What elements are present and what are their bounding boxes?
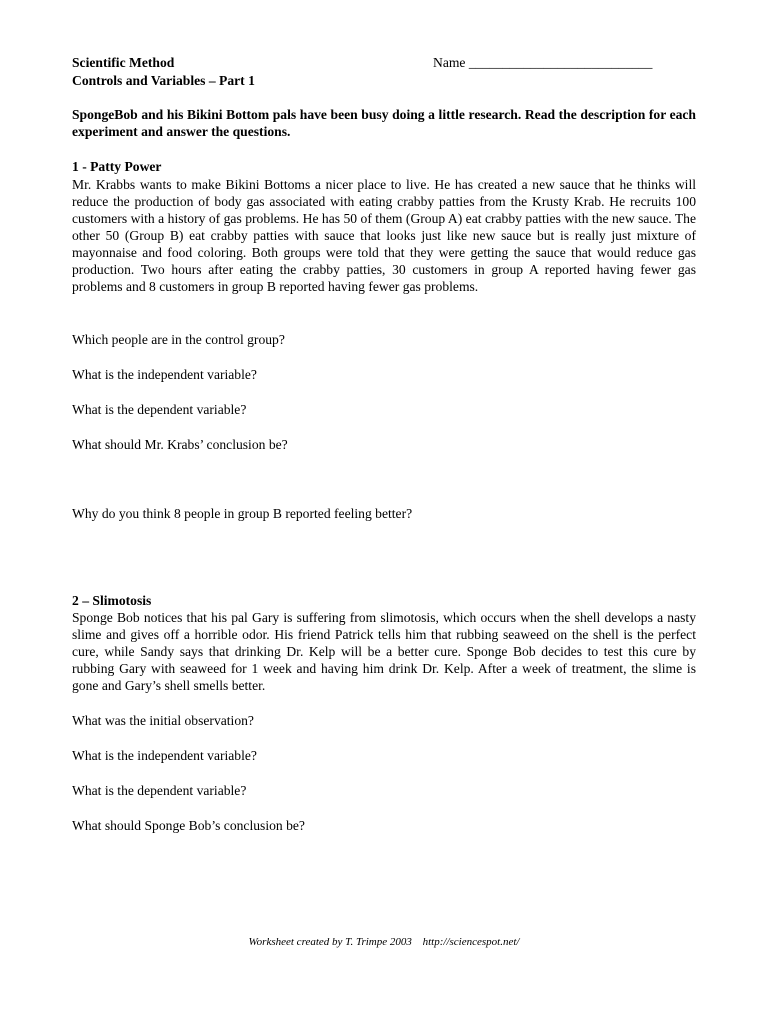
section-1-description: Mr. Krabbs wants to make Bikini Bottoms a nicer place to live. He has created a new sauce that he thinks will reduce the production of body gas associated with eating crabby patties from the Krusty Krab. He recruits 100 customers with a history of gas problems. He has 50 of them (Group A) eat crabby patties with the new sauce. The other 50 (Group B) eat crabby patties with sauce that looks just like new sauce but is really just mixture of mayonnaise and food coloring. Both groups were told that they were getting the sauce that would reduce gas production. Two hours after eating the crabby patties, 30 customers in group A reported having fewer gas problems and 8 customers in group B reported having fewer gas problems. <box>72 177 696 294</box>
name-label: Name <box>433 55 466 70</box>
section-1-question-2: What is the independent variable? <box>72 367 257 382</box>
section-2-question-2: What is the independent variable? <box>72 748 257 763</box>
worksheet-subtitle: Controls and Variables – Part 1 <box>72 73 255 88</box>
worksheet-title: Scientific Method <box>72 55 175 70</box>
section-1-question-5: Why do you think 8 people in group B reported feeling better? <box>72 506 413 521</box>
name-blank-line: ___________________________ <box>468 55 653 70</box>
section-1-question-3: What is the dependent variable? <box>72 402 247 417</box>
section-2-question-3: What is the dependent variable? <box>72 783 247 798</box>
footer-credit <box>0 934 768 951</box>
section-2-title: 2 – Slimotosis <box>72 593 152 608</box>
section-2-question-4: What should Sponge Bob’s conclusion be? <box>72 818 305 833</box>
section-1-title: 1 - Patty Power <box>72 159 162 174</box>
footer-author: Worksheet created by T. Trimpe 2003 <box>248 936 412 948</box>
section-1-question-1: Which people are in the control group? <box>72 332 285 347</box>
section-1-question-4: What should Mr. Krabs’ conclusion be? <box>72 437 288 452</box>
footer-url: http://sciencespot.net/ <box>422 936 520 948</box>
section-2-description: Sponge Bob notices that his pal Gary is suffering from slimotosis, which occurs when the shell develops a nasty slime and gives off a horrible odor. His friend Patrick tells him that rubbing seaweed on the shell is the perfect cure, while Sandy says that drinking Dr. Kelp will be a better cure. Sponge Bob decides to test this cure by rubbing Gary with seaweed for 1 week and having him drink Dr. Kelp. After a week of treatment, the slime is gone and Gary’s shell smells better. <box>72 610 696 693</box>
intro-instructions: SpongeBob and his Bikini Bottom pals have been busy doing a little research. Read the description for each experiment and answer the questions. <box>72 107 696 139</box>
name-field[interactable] <box>433 54 652 71</box>
section-2-question-1: What was the initial observation? <box>72 713 254 728</box>
